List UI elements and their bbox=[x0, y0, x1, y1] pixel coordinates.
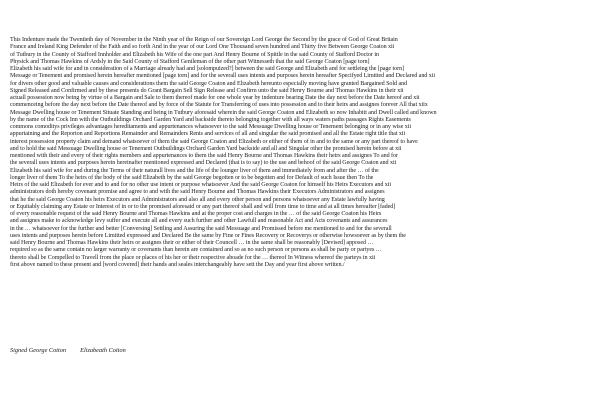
document-line: for divers other good and valuable causes and considerations them the said George Coaton and Elizabeth hereunto especially moving have granted Bargained Sold and bbox=[10, 80, 408, 87]
document-line: and assignes make to acknowledge levy suffer and execute all and every such further and other Lawfull and reasonable Act and Acts covenants and assurances bbox=[10, 218, 388, 225]
document-line: Elizabeth his said wife for and in consideration of a Marriage already had and [solompuized?] between the said George and Elizabeth and for settleing the [page torn] bbox=[10, 66, 405, 72]
document-line: administrators doth hereby covenant promise and agree to and with the said Henry Bourne and Thomas Hawkins their Executors Administrators and assignes bbox=[10, 189, 385, 196]
document-line: This Indenture made the Twentieth day of November in the Ninth year of the Reign of our Sovereign Lord George the Second by the grace of God of Great Britain bbox=[10, 37, 398, 43]
document-line: Elizabeth his said wife for and during the Terms of their naturall lives and the life of the lounger liver of them and immediately from and after the … of the bbox=[10, 167, 379, 174]
document-line: that he the said George Coaton his heirs Executors and Administrators and also all and every other person and persons whatsoever any Estate lawfully having bbox=[10, 196, 385, 203]
indenture-text bbox=[10, 37, 592, 269]
document-line: thereto shall be Compelled to Travell from the place or places of his her or their respective aboade for the … thereof In Witness whereof the parteys in xii bbox=[10, 254, 376, 261]
signature-elizabeath-cotton: Elizabeath Cotton bbox=[80, 347, 126, 354]
document-line: required so as the same contain no larger warranty or covenants than herein are contained and so as no such person or persons as shall be party or partyes … bbox=[10, 247, 382, 254]
document-line: by the name of the Cock Inn with the Outbuildings Orchard Garden Yard and backside thereto belonging together with all ways waters paths passages Rights Easements bbox=[10, 116, 411, 123]
document-line: Message Dwelling house or Tenement Situate Standing and being in Tutbury aforesaid wherein the said George Coaton and Elizabeth so now Inhabitt and Dwell called and known bbox=[10, 109, 437, 116]
document-line: said Henry Bourne and Thomas Hawkins their heirs or assignes their or either of their Councell … in the same shall be reasonably [Devised] apposed … bbox=[10, 240, 374, 246]
document-line: longer liver of them To the heirs of the body of the said Elizabeth by the said George begotten or to be begotten and for Default of such Issue then To the bbox=[10, 174, 374, 181]
document-line: commenceing before the day next before the Date thereof and by force of the Statute for Transferring of uses into possession and to their heirs and assignes forever All that xiix bbox=[10, 102, 428, 109]
document-line: in the … whatsoever for the further and better [Conversing] Settling and Assuring the said Messuage and Promissed before me mentioned to and for the severall bbox=[10, 225, 392, 232]
document-line: Signed Released and Confirmed and by these presents do Grant Bargain Sell Sign Release and Confirm unto the said Henry Bourne and Thomas Hawkins in their xii bbox=[10, 87, 404, 94]
document-line: or Equitably claiming any Estate or Interest of in or to the promised aforesaid or any part thereof shall and will from time to time and at all times hereafter [faded] bbox=[10, 203, 396, 210]
document-line: of every reasonable request of the said Henry Bourne and Thomas Hawkins and at the proper cost and charges in the … of the said George Coaton his Heirs bbox=[10, 211, 382, 217]
document-line: first above named to these present and [word covered] their hands and seales interchangeably have sett the Day and year first above written./ bbox=[10, 261, 345, 268]
document-line: interest possession property claim and demand whatsoever of them the said George Coaton and Elizabeth or either of them of in and to the same or any part thereof to have bbox=[10, 138, 418, 145]
document-line: mentioned with their and every of their rights members and appurtenances to them the said Henry Bourne and Thomas Hawkins their heirs and assignes To and for bbox=[10, 153, 398, 159]
document-line: the severall uses intents and purposes herein hereinafter mentioned expressed and Declared (that is to say) to the use and behoof of the said George Coaton and xii bbox=[10, 160, 397, 167]
signature-block bbox=[10, 347, 126, 354]
document-line: Physick and Thomas Hawkins of Ardsly in the Said County of Stafford Gentleman of the other part Witnesseth that the said George Coaton [page torn] bbox=[10, 58, 370, 65]
document-line: actuall possession now being by virtue of a Bargain and Sale to them thereof made for one whole year by indenture bearing Date the day next before the Date hereof and xii bbox=[10, 95, 420, 101]
document-line: appurtaining and the Reporton and Reportions Remainder and Remainders Rents and services of all and singular the said promised and all the Estate right title that xii bbox=[10, 131, 406, 138]
document-line: France and Ireland King Defender of the Faith and so forth And in the year of our Lord One Thousand seven hundred and Thirty five Between George Coaton xii bbox=[10, 44, 395, 51]
document-line: and to hold the said Messuage Dwelling house or Tenement Outbuildings Orchard Garden Yard backside and all and Singular other the promised herein before at xii bbox=[10, 145, 402, 152]
signature-george-cotton: Signed George Cotton bbox=[10, 347, 67, 354]
document-line: commons comoditys privileges advantages hereditaments and appurtenances whatsoever to the said Messuage Dwelling house or Tenement belonging or in any wise xii bbox=[10, 124, 411, 130]
document-line: of Tutbury in the County of Stafford Innholder and Elizabeth his Wife of the one part And Henry Bourne of Spittle in the said County of Stafford Doctor in bbox=[10, 51, 379, 58]
document-line: Heirs of the said Elizabeth for ever and to and for no other use intent or purpose whatsoever And the said George Coaton for himself his Heirs Executors and xii bbox=[10, 182, 392, 188]
document-line: Message or Tenement and promised herein hereafter mentioned [page torn] and for the severall uses intents and purposes herein hereafter Specifyed Limitted and Declared and xii bbox=[10, 73, 436, 80]
document-line: uses intents and purposes herein before Limitted expressed and Declared Be the same by Fine or Fines Recovery or Recoverys or otherwise howsoever as by them the bbox=[10, 232, 406, 239]
